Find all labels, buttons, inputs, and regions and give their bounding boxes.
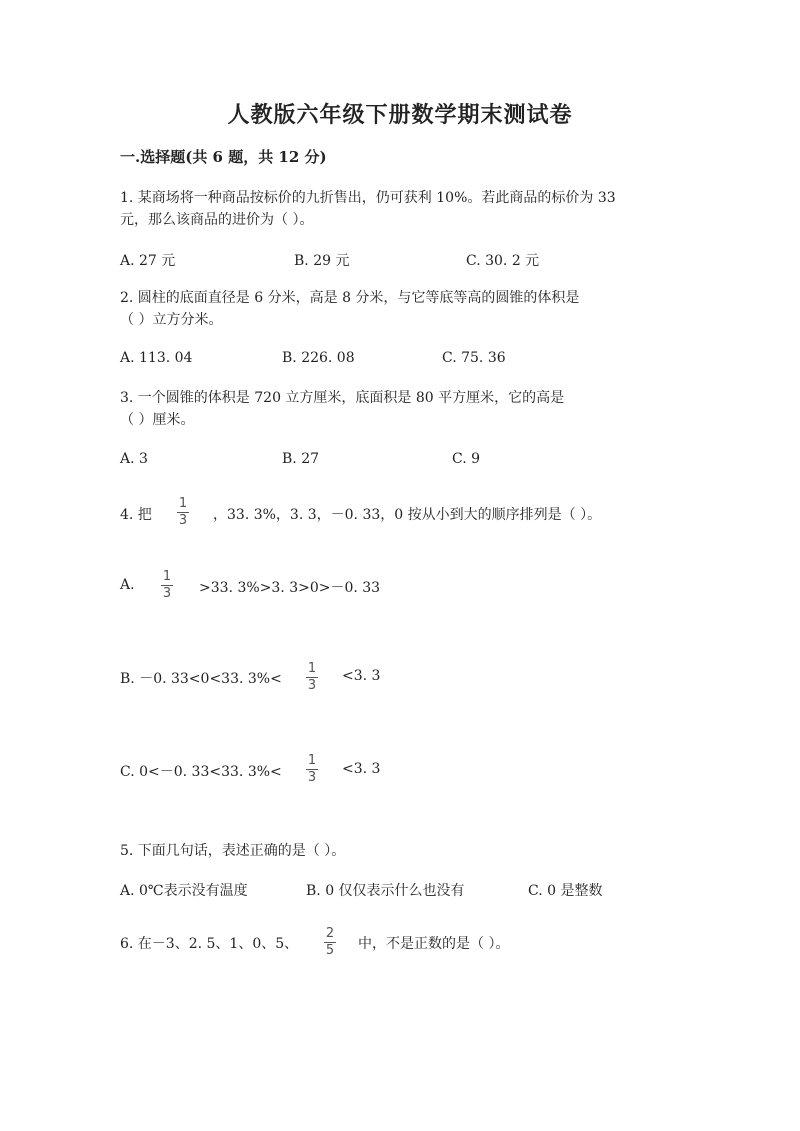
question-4-suffix: ，33. 3%，3. 3，－0. 33，0 按从小到大的顺序排列是（ ）。: [213, 507, 602, 523]
page-title: 人教版六年级下册数学期末测试卷: [227, 102, 573, 128]
fraction-numerator: 1: [162, 569, 172, 584]
question-4-prefix: 4. 把: [120, 507, 152, 523]
question-2-option-b: B. 226. 08: [282, 350, 355, 366]
question-2-option-c: C. 75. 36: [442, 350, 506, 366]
question-1-option-a: A. 27 元: [120, 253, 176, 269]
fraction-numerator: 2: [325, 926, 335, 941]
fraction-numerator: 1: [178, 496, 188, 511]
question-1-line-1: 1. 某商场将一种商品按标价的九折售出，仍可获利 10%。若此商品的标价为 33: [120, 190, 616, 206]
question-4-option-a-fraction: [161, 570, 173, 601]
question-5-option-a: A. 0℃表示没有温度: [120, 883, 248, 899]
question-1-line-2: 元，那么该商品的进价为（ ）。: [120, 212, 314, 228]
question-6-fraction: [324, 927, 336, 958]
question-4-option-c-fraction: [306, 754, 318, 785]
fraction-denominator: 3: [178, 513, 188, 528]
question-2-option-a: A. 113. 04: [120, 350, 193, 366]
question-4-option-b-fraction: [306, 662, 318, 693]
fraction-numerator: 1: [307, 753, 317, 768]
section-heading: 一.选择题(共 6 题，共 12 分): [120, 148, 327, 166]
question-3-option-a: A. 3: [120, 451, 148, 467]
question-6-prefix: 6. 在－3、2. 5、1、0、5、: [120, 936, 299, 952]
question-3-line-1: 3. 一个圆锥的体积是 720 立方厘米，底面积是 80 平方厘米，它的高是: [120, 390, 565, 406]
question-5-option-b: B. 0 仅仅表示什么也没有: [306, 883, 465, 899]
question-3-option-c: C. 9: [452, 451, 481, 467]
question-4-option-a-text: >33. 3%>3. 3>0>－0. 33: [199, 580, 381, 596]
question-4-option-c-end: <3. 3: [342, 761, 381, 777]
question-2-line-1: 2. 圆柱的底面直径是 6 分米，高是 8 分米，与它等底等高的圆锥的体积是: [120, 290, 580, 306]
fraction-denominator: 3: [307, 770, 317, 785]
question-3-option-b: B. 27: [282, 451, 320, 467]
question-4-option-b-end: <3. 3: [342, 668, 381, 684]
question-5-line-1: 5. 下面几句话，表述正确的是（ ）。: [120, 843, 346, 859]
question-1-option-b: B. 29 元: [294, 253, 350, 269]
question-5-option-c: C. 0 是整数: [528, 883, 603, 899]
fraction-denominator: 5: [325, 943, 335, 958]
question-4-option-b-text: B. －0. 33<0<33. 3%<: [120, 671, 282, 687]
question-4-fraction: [177, 497, 189, 528]
question-1-option-c: C. 30. 2 元: [466, 253, 540, 269]
fraction-denominator: 3: [162, 586, 172, 601]
fraction-numerator: 1: [307, 661, 317, 676]
question-3-line-2: （ ）厘米。: [120, 412, 195, 428]
fraction-denominator: 3: [307, 678, 317, 693]
question-2-line-2: （ ）立方分米。: [120, 312, 223, 328]
question-6-suffix: 中，不是正数的是（ ）。: [358, 936, 510, 952]
question-4-option-c-text: C. 0<－0. 33<33. 3%<: [120, 764, 282, 780]
question-4-option-a-label: A.: [120, 577, 135, 593]
